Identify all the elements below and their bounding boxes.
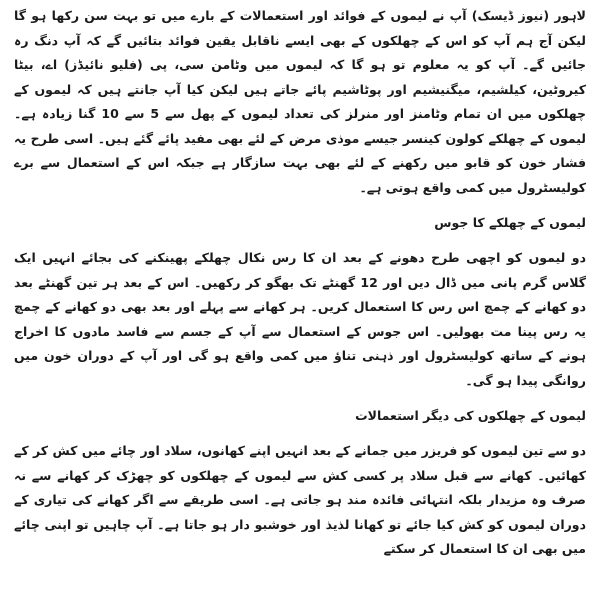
article-paragraph-other-uses: دو سے تین لیموں کو فریزر میں جمانے کے بعد انہیں اپنے کھانوں، سلاد اور چائے میں کش کر کے کھائیں۔ کھانے سے قبل سلاد پر کسی کش سے لیموں کے چھلکوں کو چھڑک کر کھانے سے نہ صرف وہ مزیدار بلکہ انتہائی فائدہ مند ہو جاتی ہے۔ اسی طریقے سے اگر کھانے کی تیاری کے دوران لیموں کو کش کیا جائے تو کھانا لذیذ اور خوشبو دار ہو جاتا ہے۔ آپ چاہیں تو اپنی چائے میں بھی ان کا استعمال کر سکتے — [14, 443, 586, 556]
section-heading-other-uses: لیموں کے چھلکوں کی دیگر استعمالات — [355, 408, 586, 423]
article-paragraph-juice: دو لیموں کو اچھی طرح دھونے کے بعد ان کا رس نکال چھلکے پھینکنے کی بجائے انہیں ایک گلاس گرم پانی میں ڈال دیں اور 12 گھنٹے تک بھگو کر رکھیں۔ اس کے بعد ہر تین گھنٹے بعد دو کھانے کے چمچ اس رس کا استعمال کریں۔ ہر کھانے سے پہلے اور بعد بھی دو کھانے کے چمچ یہ رس پینا مت بھولیں۔ اس جوس کے استعمال سے آپ کے جسم سے فاسد مادوں کا اخراج ہونے کے ساتھ کولیسٹرول اور ذہنی تناؤ میں کمی واقع ہو گی اور آپ کے دوران خون میں روانگی پیدا ہو گی۔ — [14, 250, 586, 388]
article-paragraph-intro: لاہور (نیوز ڈیسک) آپ نے لیموں کے فوائد اور استعمالات کے بارے میں تو بہت سن رکھا ہو گا لیکن آج ہم آپ کو اس کے چھلکوں کے بھی ایسے ناقابل یقین فوائد بتائیں گے کہ آپ دنگ رہ جائیں گے۔ آپ کو یہ معلوم تو ہو گا کہ لیموں میں وٹامن سی، پی (فلیو نائیڈز) اے، بیٹا کیروٹین، کیلشیم، میگنیشیم اور پوٹاشیم پائے جاتے ہیں لیکن کیا آپ جانتے ہیں کہ لیموں کے چھلکوں میں ان تمام وٹامنز اور منرلز کی تعداد لیموں کے پھل سے 5 سے 10 گنا زیادہ ہے۔ لیموں کے چھلکے کولون کینسر جیسے موذی مرض کے لئے بھی مفید پائے گئے ہیں۔ اسی طرح یہ فشار خون کو قابو میں رکھنے کے لئے بھی بہت سازگار ہے جبکہ اس کے استعمال سے برے کولیسٹرول میں کمی واقع ہوتی ہے۔ — [14, 8, 586, 195]
section-heading-juice: لیموں کے چھلکے کا جوس — [434, 215, 586, 230]
